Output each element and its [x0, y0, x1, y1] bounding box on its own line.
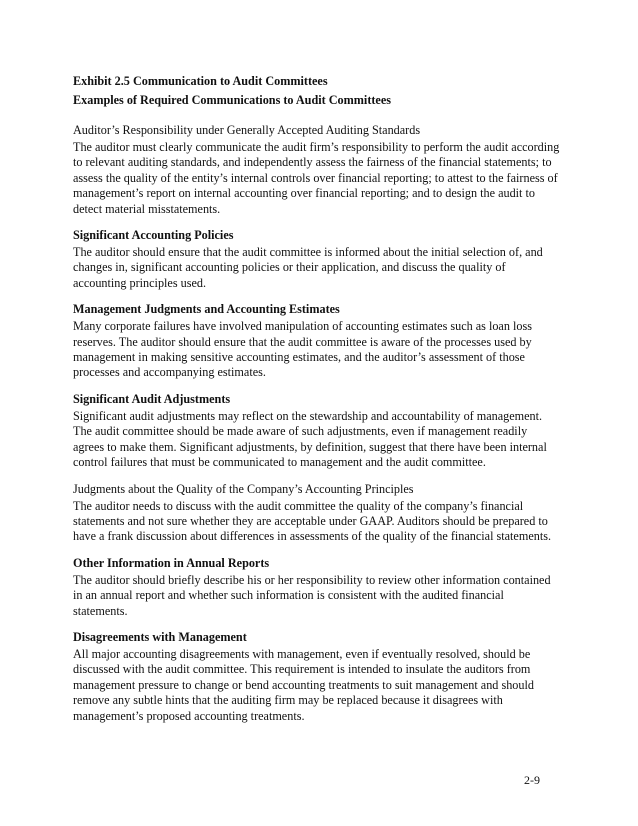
section-heading: Significant Audit Adjustments — [73, 391, 231, 406]
page-number: 2-9 — [524, 773, 540, 787]
section-management-judgments — [73, 301, 561, 381]
sections-list — [73, 122, 561, 734]
section-body: The auditor must clearly communicate the audit firm’s responsibility to perform the audit according to relevant auditing standards, and independently assess the fairness of the financial statements; to assess the quality of the entity’s internal controls over financial reporting; to attest to the fairness of management’s report on internal accounting over financial reporting; and to design the audit to detect material misstatements. — [73, 140, 560, 216]
section-body: Significant audit adjustments may reflect on the stewardship and accountability of management. The audit committee should be made aware of such adjustments, even if management readily agrees to make them. Significant adjustments, by definition, suggest that there have been internal control failures that must be communicated to management and the audit committee. — [73, 408, 547, 470]
section-significant-accounting-policies — [73, 227, 561, 291]
section-body: The auditor should ensure that the audit committee is informed about the initial selection of, and changes in, significant accounting policies or their application, and discuss the quality of accounting principles used. — [73, 245, 543, 290]
exhibit-title: Exhibit 2.5 Communication to Audit Committees — [73, 74, 328, 88]
section-other-information — [73, 555, 561, 619]
section-heading: Auditor’s Responsibility under Generally Accepted Auditing Standards — [73, 123, 421, 137]
section-significant-audit-adjustments — [73, 391, 561, 471]
section-body: The auditor needs to discuss with the audit committee the quality of the company’s financial statements and not sure whether they are acceptable under GAAP. Auditors should be prepared to have a frank discussion about differences in assessments of the quality of the financial statements. — [73, 498, 551, 544]
section-heading: Disagreements with Management — [73, 629, 247, 644]
section-heading: Significant Accounting Policies — [73, 228, 234, 243]
exhibit-subtitle: Examples of Required Communications to Audit Committees — [73, 93, 391, 107]
section-body: The auditor should briefly describe his or her responsibility to review other information contained in an annual report and whether such information is consistent with the audited financial statements. — [73, 572, 551, 618]
section-disagreements-with-management — [73, 629, 561, 724]
section-heading: Management Judgments and Accounting Estimates — [73, 302, 340, 317]
section-quality-of-accounting-principles — [73, 481, 561, 545]
section-heading: Other Information in Annual Reports — [73, 555, 270, 570]
section-body: All major accounting disagreements with management, even if eventually resolved, should be discussed with the audit committee. This requirement is intended to insulate the auditors from management pressure to change or bend accounting treatments to suit management and should remove any subtle hints that the auditing firm may be replaced because it disagrees with management’s proposed accounting treatments. — [73, 646, 534, 723]
section-body: Many corporate failures have involved manipulation of accounting estimates such as loan loss reserves. The auditor should ensure that the audit committee is aware of the processes used by management in making sensitive accounting estimates, and the auditor’s assessment of those processes and accompanying estimates. — [73, 319, 532, 380]
section-auditor-responsibility — [73, 122, 561, 217]
section-heading: Judgments about the Quality of the Company’s Accounting Principles — [73, 481, 414, 496]
exhibit-header — [73, 72, 573, 110]
